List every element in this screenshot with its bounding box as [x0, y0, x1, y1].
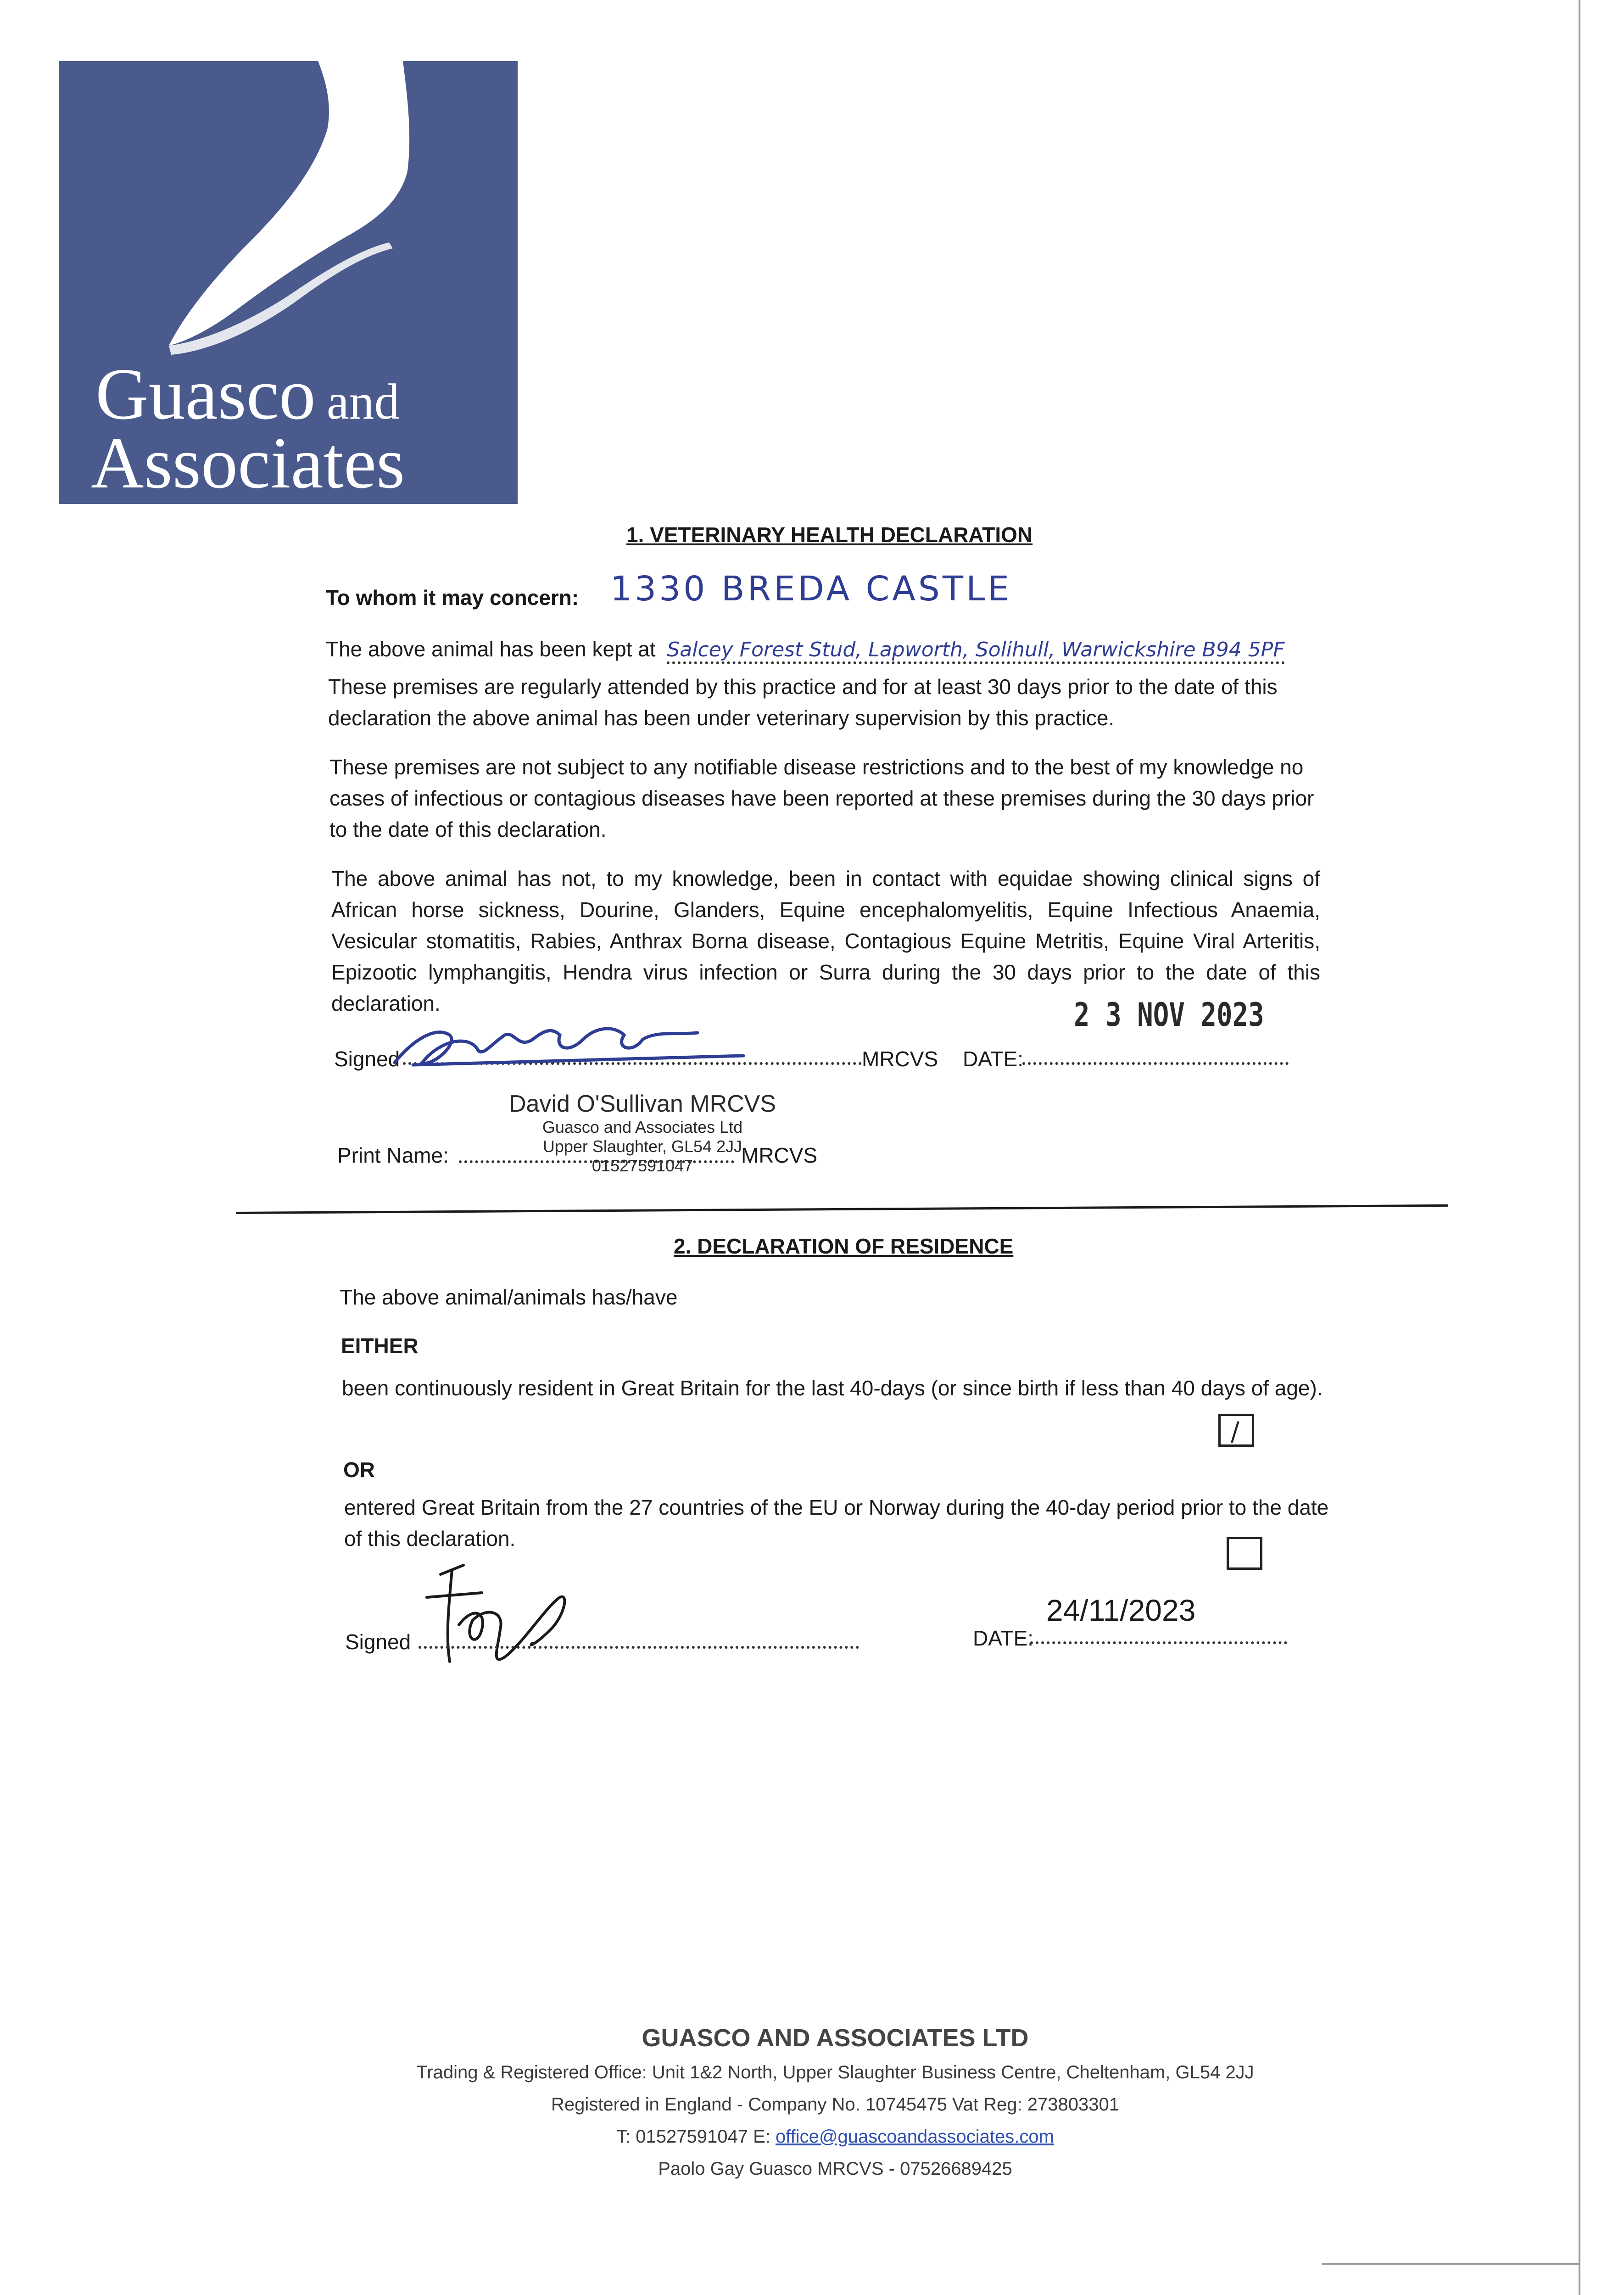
- section-divider: [236, 1204, 1448, 1214]
- footer-registration: Registered in England - Company No. 10745475 Vat Reg: 273803301: [551, 2094, 1119, 2115]
- concern-label: To whom it may concern:: [326, 586, 579, 610]
- kept-at-label: The above animal has been kept at: [326, 637, 656, 661]
- footer: [275, 2020, 1395, 2185]
- logo-line2: Associates: [91, 422, 405, 504]
- vet-date-line: [1022, 1062, 1289, 1065]
- vet-signed-mrcvs: MRCVS: [862, 1047, 938, 1071]
- kept-at-value: Salcey Forest Stud, Lapworth, Solihull, Warwickshire B94 5PF: [667, 638, 1284, 664]
- owner-signed-line: [419, 1646, 859, 1649]
- stamp-phone: 01527591047: [592, 1156, 693, 1175]
- concern-value: 1330 BREDA CASTLE: [610, 569, 1012, 609]
- concern-row: [326, 569, 1519, 610]
- option1-checkbox[interactable]: [1218, 1414, 1254, 1447]
- footer-phone: T: 01527591047 E:: [616, 2127, 770, 2147]
- vet-date-label: DATE:: [963, 1047, 1024, 1071]
- print-name-row: [337, 1134, 980, 1170]
- footer-company: GUASCO AND ASSOCIATES LTD: [642, 2024, 1029, 2052]
- print-name-line: [459, 1160, 734, 1163]
- stamp-company: Guasco and Associates Ltd: [542, 1118, 743, 1136]
- owner-date-value: 24/11/2023: [1046, 1593, 1196, 1627]
- owner-date-row: [973, 1593, 1340, 1657]
- owner-signed-label: Signed: [345, 1630, 411, 1654]
- paragraph-restrictions: These premises are not subject to any notifiable disease restrictions and to the best of my knowledge no cases of infectious or contagious diseases have been reported at these premises during the 30 days prior to the date of this declaration.: [329, 755, 1314, 841]
- stamp-name: David O'Sullivan MRCVS: [508, 1091, 776, 1117]
- company-logo: [59, 61, 518, 504]
- kept-at-row: [326, 633, 1602, 670]
- logo-and: and: [326, 374, 400, 430]
- footer-office: Trading & Registered Office: Unit 1&2 North, Upper Slaughter Business Centre, Cheltenham, GL54 2JJ: [416, 2062, 1254, 2082]
- scan-edge: [1579, 0, 1580, 2295]
- either-label: EITHER: [341, 1334, 419, 1358]
- footer-contact: [275, 2121, 1395, 2153]
- paragraph-supervision: These premises are regularly attended by this practice and for at least 30 days prior to the date of this declaration the above animal has been under veterinary supervision by this practice.: [328, 675, 1278, 730]
- section2-heading: 2. DECLARATION OF RESIDENCE: [674, 1234, 1014, 1258]
- option1-check-mark: /: [1231, 1417, 1239, 1447]
- option2-text: entered Great Britain from the 27 countries of the EU or Norway during the 40-day period prior to the date of this declaration.: [344, 1495, 1329, 1551]
- scan-edge-bottom: [1322, 2263, 1579, 2265]
- option1-text: been continuously resident in Great Britain for the last 40-days (or since birth if less than 40 days of age).: [342, 1376, 1323, 1400]
- option2-checkbox[interactable]: [1227, 1537, 1262, 1570]
- print-name-label: Print Name:: [337, 1143, 449, 1167]
- footer-email-link[interactable]: office@guascoandassociates.com: [776, 2127, 1054, 2147]
- paragraph-contact: The above animal has not, to my knowledge, been in contact with equidae showing clinical signs of African horse sickness, Dourine, Glanders, Equine encephalomyelitis, Equine Infectious Anaemia, Vesicular stomatitis, Rabies, Anthrax Borna disease, Contagious Equine Metritis, Equine Viral Arteritis, Epizootic lymphangitis, Hendra virus infection or Surra during the 30 days prior to the date of this declaration.: [331, 867, 1320, 1015]
- section1-heading: 1. VETERINARY HEALTH DECLARATION: [626, 523, 1033, 547]
- vet-signature: [385, 1008, 798, 1081]
- print-name-mrcvs: MRCVS: [741, 1143, 818, 1167]
- owner-date-line: [1030, 1641, 1287, 1644]
- vet-date-value: 2 3 NOV 2023: [1074, 996, 1264, 1034]
- owner-date-label: DATE:: [973, 1626, 1034, 1650]
- logo-line1: Guasco and: [95, 353, 400, 435]
- footer-partner: Paolo Gay Guasco MRCVS - 07526689425: [658, 2159, 1012, 2179]
- vet-signed-label: Signed: [334, 1047, 400, 1071]
- or-label: OR: [343, 1458, 375, 1482]
- residence-intro: The above animal/animals has/have: [340, 1285, 678, 1309]
- stamp-address: Upper Slaughter, GL54 2JJ: [542, 1137, 742, 1156]
